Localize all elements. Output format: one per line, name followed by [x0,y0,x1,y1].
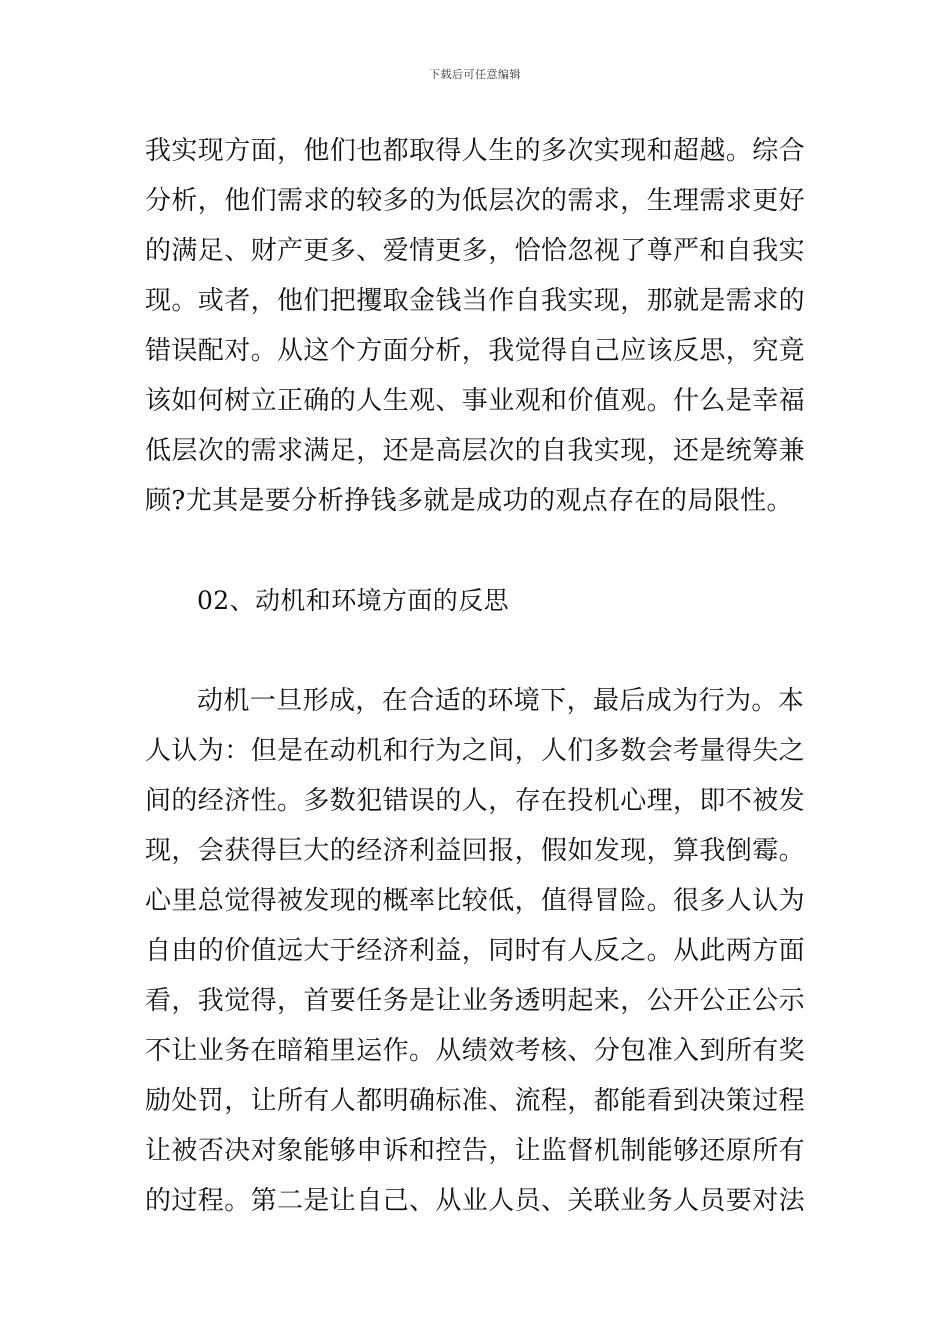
paragraph-line: 低层次的需求满足，还是高层次的自我实现，还是统筹兼 [145,436,806,466]
paragraph-line: 我实现方面，他们也都取得人生的多次实现和超越。综合 [145,136,806,166]
paragraph-line: 励处罚，让所有人都明确标准、流程，都能看到决策过程 [145,1086,806,1116]
page-header: 下载后可任意编辑 [429,68,521,81]
paragraph-line: 分析，他们需求的较多的为低层次的需求，生理需求更好 [145,186,806,216]
paragraph-line: 现，会获得巨大的经济利益回报，假如发现，算我倒霉。 [145,836,806,866]
paragraph-line: 该如何树立正确的人生观、事业观和价值观。什么是幸福 [145,386,806,416]
paragraph-line: 人认为：但是在动机和行为之间，人们多数会考量得失之 [145,736,806,766]
paragraph-line: 不让业务在暗箱里运作。从绩效考核、分包准入到所有奖 [145,1036,806,1066]
section-heading: 02、动机和环境方面的反思 [197,586,510,615]
paragraph-line: 看，我觉得，首要任务是让业务透明起来，公开公正公示 [145,986,806,1016]
paragraph-line: 错误配对。从这个方面分析，我觉得自己应该反思，究竟 [145,336,806,366]
paragraph-line: 间的经济性。多数犯错误的人，存在投机心理，即不被发 [145,786,806,816]
paragraph-line: 现。或者，他们把攫取金钱当作自我实现，那就是需求的 [145,286,806,316]
paragraph-line: 让被否决对象能够申诉和控告，让监督机制能够还原所有 [145,1136,806,1166]
paragraph-line: 的满足、财产更多、爱情更多，恰恰忽视了尊严和自我实 [145,236,806,266]
paragraph-line: 自由的价值远大于经济利益，同时有人反之。从此两方面 [145,936,806,966]
paragraph-line: 顾?尤其是要分析挣钱多就是成功的观点存在的局限性。 [145,486,793,516]
paragraph-line: 心里总觉得被发现的概率比较低，值得冒险。很多人认为 [145,886,806,916]
paragraph-line: 的过程。第二是让自己、从业人员、关联业务人员要对法 [145,1186,806,1216]
paragraph-line: 动机一旦形成，在合适的环境下，最后成为行为。本 [197,686,805,716]
